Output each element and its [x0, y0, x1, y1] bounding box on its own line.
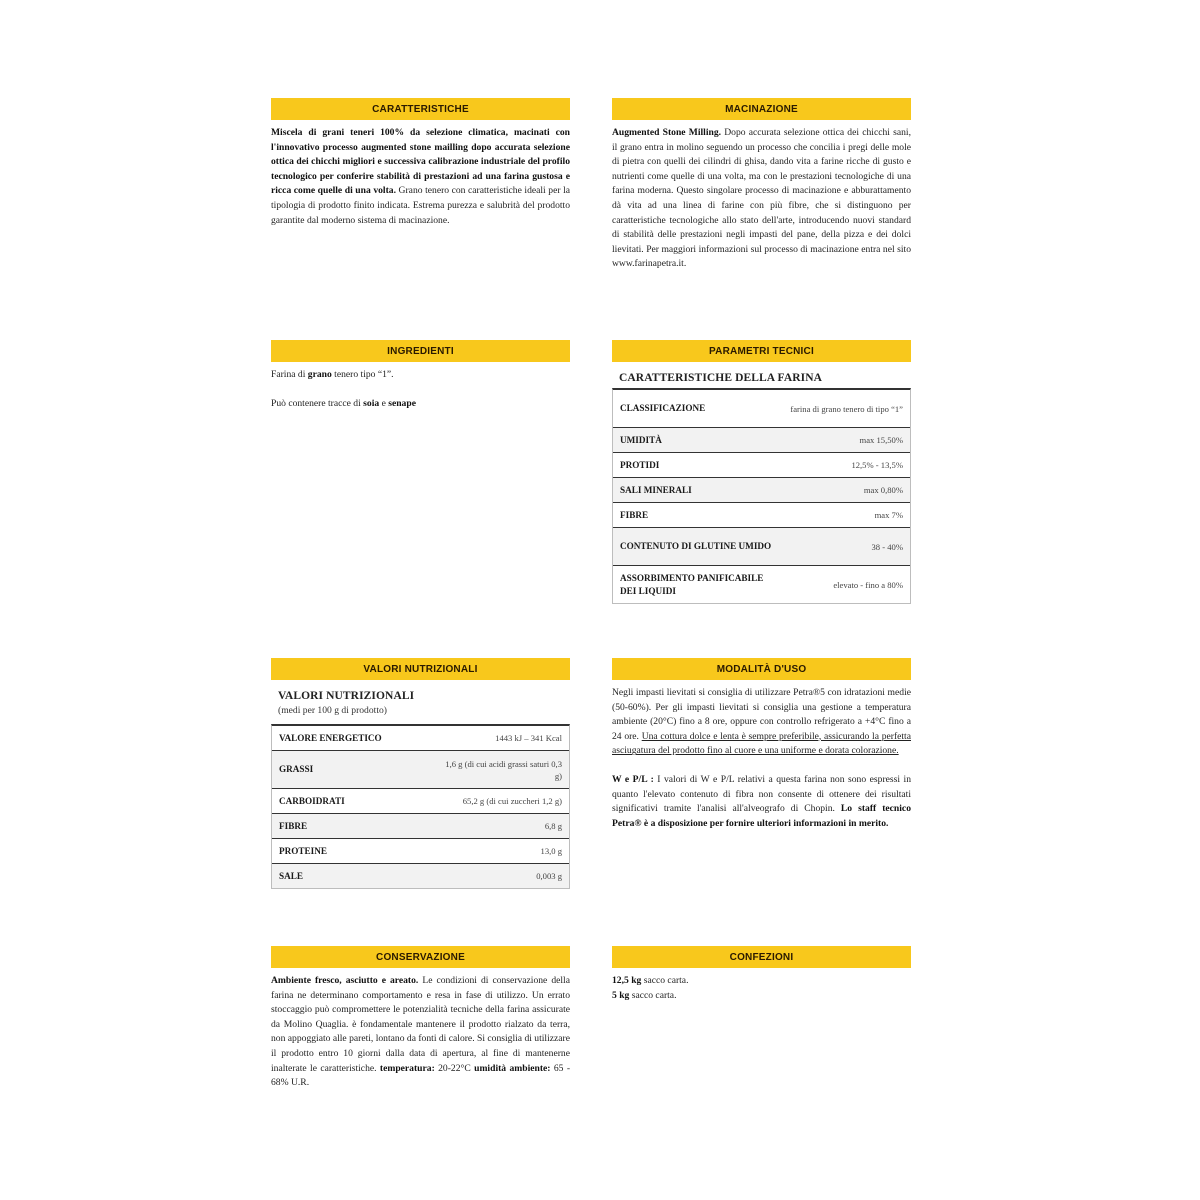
- section-confezioni: [612, 946, 911, 1003]
- allergen-bold: grano: [307, 369, 332, 380]
- table-row: [613, 503, 910, 528]
- row-value: 38 - 40%: [871, 541, 903, 552]
- table-row: [613, 478, 910, 503]
- text-part: e: [379, 397, 389, 409]
- humidity-label: umidità ambiente:: [474, 1062, 551, 1074]
- row-value: 1443 kJ – 341 Kcal: [495, 733, 562, 743]
- table-row: [613, 428, 910, 453]
- row-label: FIBRE: [279, 820, 308, 831]
- temperature-value: 20-22°C: [434, 1062, 475, 1074]
- section-macinazione: [612, 98, 911, 272]
- row-value: max 0,80%: [863, 485, 903, 495]
- table-subtitle: (medi per 100 g di prodotto): [278, 705, 387, 716]
- table-row: [272, 864, 569, 888]
- row-label: ASSORBIMENTO PANIFICABILE DEI LIQUIDI: [620, 573, 764, 596]
- section-ingredienti: [271, 340, 570, 411]
- row-value: max 15,50%: [859, 435, 903, 445]
- section-header: CONFEZIONI: [612, 946, 911, 968]
- allergen-bold: senape: [388, 397, 416, 409]
- row-value: max 7%: [874, 510, 903, 520]
- body-text: I valori di W e P/L relativi a questa farina non sono espressi in quanto l'elevato contenuto di fibra non consente di ottenere dei risultati significativi tramite l'analisi all'alveografo di Chopin.: [612, 773, 911, 815]
- body-text: Grano tenero con caratteristiche ideali per la tipologia di prodotto finito indicata. Estrema purezza e salubrità del prodotto garantite dal moderno sistema di macinazione.: [271, 185, 571, 226]
- row-label: GRASSI: [279, 764, 314, 775]
- underlined-text: Una cottura dolce e lenta è sempre preferibile, assicurando la perfetta asciugatura del prodotto fino al cuore e una uniforme e dorata colorazione.: [612, 730, 911, 757]
- row-value: 65,2 g (di cui zuccheri 1,2 g): [462, 796, 562, 806]
- section-text: [271, 126, 570, 228]
- bold-text: Miscela di grani teneri 100% da selezione climatica, macinati con l'innovativo processo augmented stone mailling dopo accurata selezione ottica dei chicchi migliori e successiva calibrazione industriale del profilo tecnologico per conferire stabilità di prestazioni ad una farina gustosa e ricca come quelle di una volta.: [271, 127, 570, 197]
- text-part: Può contenere tracce di: [271, 397, 364, 409]
- section-header: PARAMETRI TECNICI: [612, 340, 911, 362]
- row-label: UMIDITÀ: [620, 434, 662, 445]
- table-row: [272, 839, 569, 864]
- row-label: PROTIDI: [620, 459, 660, 470]
- section-header: VALORI NUTRIZIONALI: [271, 658, 570, 680]
- parametri-table: [612, 388, 911, 604]
- row-value: 0,003 g: [536, 871, 562, 881]
- table-row: [272, 814, 569, 839]
- table-row: [613, 453, 910, 478]
- table-title: CARATTERISTICHE DELLA FARINA: [619, 372, 823, 384]
- section-valori: [271, 658, 570, 889]
- row-value: farina di grano tenero di tipo “1”: [790, 403, 903, 414]
- section-header: CONSERVAZIONE: [271, 946, 570, 968]
- bold-text: Augmented Stone Milling.: [612, 127, 722, 138]
- body-text: Dopo accurata selezione ottica dei chicchi sani, il grano entra in molino seguendo un processo che concilia i pregi delle mole di pietra con quelli dei cilindri di ghisa, dando vita a farine ricche di gusto e nutrienti come quelle di una volta, ma con le prestazioni tecnologiche di una farina moderna. Questo singolare processo di macinazione e abburattamento dà vita ad una linea di farine con più fibre, che si distinguono per caratteristiche tecnologiche allo stato dell'arte, introducendo nuovi standard di stabilità delle prestazioni negli impasti del pane, della pizza e dei dolci lievitati. Per maggiori informazioni sul processo di macinazione entra nel sito www.farinapetra.it.: [612, 127, 911, 270]
- row-label: CLASSIFICAZIONE: [620, 403, 706, 414]
- row-label: SALI MINERALI: [620, 484, 692, 495]
- section-caratteristiche: [271, 98, 570, 228]
- valori-table: [271, 724, 570, 889]
- text-part: Farina di: [271, 369, 308, 380]
- row-label: SALE: [279, 870, 304, 881]
- section-text: [612, 126, 911, 272]
- table-row: [613, 566, 910, 603]
- row-value: 6,8 g: [544, 821, 562, 831]
- row-label: FIBRE: [620, 509, 649, 520]
- humidity-value: 65 - 68% U.R.: [271, 1062, 571, 1089]
- section-text: [612, 974, 911, 1003]
- package-desc: sacco carta.: [629, 989, 677, 1001]
- section-header: CARATTERISTICHE: [271, 98, 570, 120]
- row-label: PROTEINE: [279, 845, 327, 856]
- package-item: [612, 989, 911, 1004]
- row-label: VALORE ENERGETICO: [279, 732, 382, 743]
- row-value: 13,0 g: [540, 846, 562, 856]
- package-desc: sacco carta.: [641, 975, 689, 986]
- text-part: tenero tipo “1”.: [331, 369, 394, 380]
- table-row: [613, 390, 910, 428]
- package-item: [612, 974, 911, 989]
- row-value: 1,6 g (di cui acidi grassi saturi 0,3 g): [445, 758, 562, 781]
- allergen-bold: soia: [363, 397, 380, 409]
- bold-text: W e P/L :: [612, 773, 654, 785]
- body-text: Le condizioni di conservazione della farina ne determinano comportamento e resa in fase di utilizzo. Un errato stoccaggio può compromettere le potenzialità tecniche della farina assicurate da Molino Quaglia. è fondamentale mantenere il prodotto rialzato da terra, non appoggiato alle pareti, lontano da fonti di calore. Si consiglia di utilizzare il prodotto entro 10 giorni dalla data di apertura, al fine di mantenerne inalterate le caratteristiche.: [271, 975, 570, 1074]
- section-conservazione: [271, 946, 570, 1091]
- section-text: [612, 686, 911, 831]
- row-value: elevato - fino a 80%: [833, 579, 903, 590]
- row-value: 12,5% - 13,5%: [851, 460, 903, 470]
- traces-line: [271, 397, 570, 412]
- section-header: MACINAZIONE: [612, 98, 911, 120]
- table-title: VALORI NUTRIZIONALI: [278, 690, 415, 702]
- bold-text: Ambiente fresco, asciutto e areato.: [271, 975, 419, 986]
- section-modalita: [612, 658, 911, 831]
- table-row: [272, 751, 569, 789]
- row-label: CONTENUTO DI GLUTINE UMIDO: [620, 541, 772, 552]
- bold-text: Lo staff tecnico Petra® è a disposizione per fornire ulteriori informazioni in merito.: [612, 803, 911, 829]
- table-row: [613, 528, 910, 566]
- section-header: MODALITÀ D'USO: [612, 658, 911, 680]
- table-row: [272, 726, 569, 751]
- row-label: CARBOIDRATI: [279, 795, 345, 806]
- body-text: Negli impasti lievitati si consiglia di utilizzare Petra®5 con idratazioni medie (50-60%). Per gli impasti lievitati si consiglia una gestione a temperatura ambiente (20°C) fino a 8 ore, oppure con controllo refrigerato a +4°C fino a 24 ore.: [612, 687, 911, 742]
- section-text: [271, 974, 570, 1091]
- section-text: [271, 368, 570, 411]
- wpl-paragraph: [612, 773, 911, 831]
- temperature-label: temperatura:: [379, 1062, 435, 1074]
- usage-paragraph: [612, 686, 911, 759]
- package-qty: 5 kg: [612, 989, 630, 1001]
- ingredient-line: [271, 368, 570, 383]
- section-parametri: [612, 340, 911, 604]
- table-row: [272, 789, 569, 814]
- section-header: INGREDIENTI: [271, 340, 570, 362]
- package-qty: 12,5 kg: [612, 975, 642, 986]
